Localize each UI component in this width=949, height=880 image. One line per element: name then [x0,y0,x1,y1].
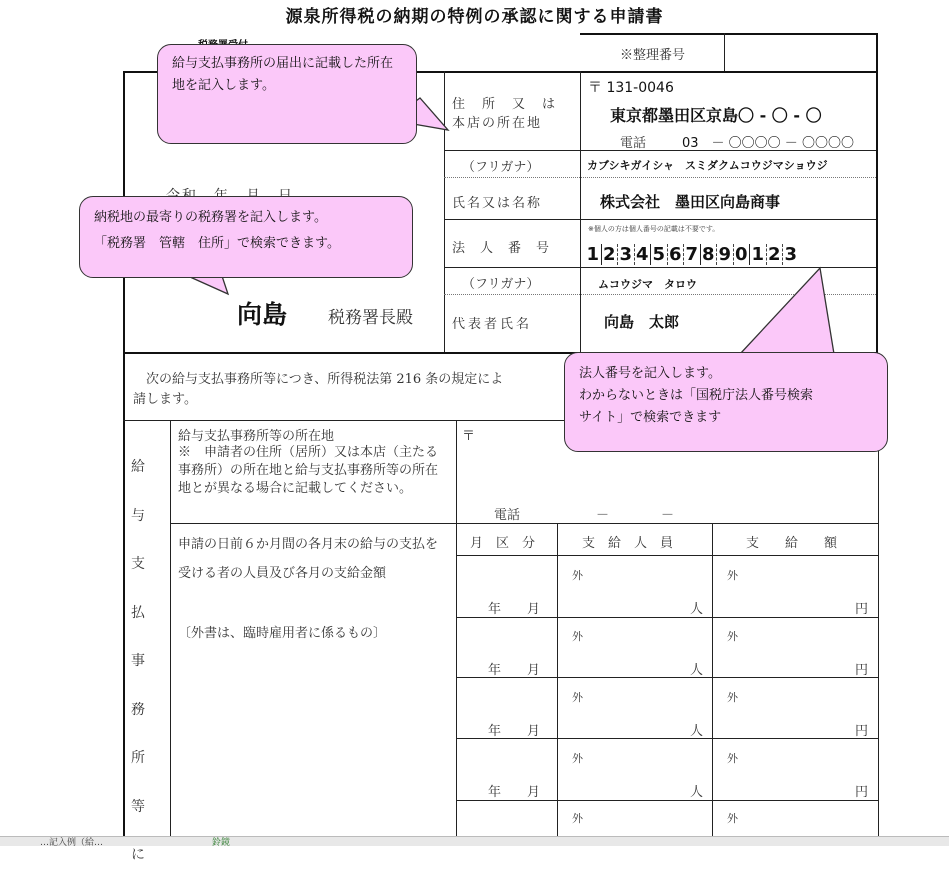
representative-label: 代表者氏名 [452,317,533,332]
digit: 0 [734,244,751,265]
people-outside: 外 [572,630,583,643]
digit: 2 [602,244,619,265]
amount-unit: 円 [855,663,869,678]
phone-value: 03 － 〇〇〇〇 － 〇〇〇〇 [682,136,854,151]
amount-outside: 外 [727,752,738,765]
people-outside: 外 [572,752,583,765]
people-unit: 人 [690,724,704,739]
row-month: 年 月 [488,724,541,739]
digit: 7 [684,244,701,265]
representative-name: 向島 太郎 [604,313,680,331]
row-month: 年 月 [488,602,541,617]
address-label: 住 所 又 は 本店の所在地 [452,97,558,131]
name-label: 氏名又は名称 [452,196,543,211]
col-month-header: 月 区 分 [470,536,536,551]
people-outside: 外 [572,569,583,582]
office-location-label: 給与支払事務所等の所在地 [178,429,335,444]
amount-unit: 円 [855,724,869,739]
people-outside: 外 [572,812,583,825]
digit: 2 [767,244,784,265]
digit: 8 [701,244,718,265]
digit: 4 [635,244,652,265]
document-title: 源泉所得税の納期の特例の承認に関する申請書 [285,7,664,27]
rep-furigana: ムコウジマ タロウ [598,278,697,291]
digit: 6 [668,244,685,265]
tax-office-suffix: 税務署長殿 [328,308,413,328]
people-unit: 人 [690,602,704,617]
corporate-number-note: ※個人の方は個人番号の記載は不要です。 [588,225,720,233]
office-phone-dashes: － － [596,508,675,523]
amount-unit: 円 [855,602,869,617]
digit: 5 [651,244,668,265]
request-text: 次の給与支払事務所等につき、所得税法第 216 条の規定によ [146,372,504,387]
tax-office-name: 向島 [237,300,288,329]
col-amount-header: 支 給 額 [746,536,838,551]
people-outside: 外 [572,691,583,704]
amount-outside: 外 [727,630,738,643]
digit: 1 [750,244,767,265]
postal-code: 〒 131-0046 [588,80,674,96]
row-month: 年 月 [488,663,541,678]
company-name: 株式会社 墨田区向島商事 [600,193,781,211]
callout-address: 給与支払事務所の届出に記載した所在地を記入します。 [157,44,417,144]
office-location-note: ※ 申請者の住所（居所）又は本店（主たる事務所）の所在地と給与支払事務所等の所在地とが異なる場合に記載してください。 [178,445,439,496]
phone-label: 電話 [620,136,647,151]
payroll-note: 〔外書は、臨時雇用者に係るもの〕 [178,626,387,641]
digit: 9 [717,244,734,265]
row-month: 年 月 [488,785,541,800]
people-unit: 人 [690,785,704,800]
rep-furigana-label: （フリガナ） [462,277,540,292]
amount-outside: 外 [727,569,738,582]
sheet-tab[interactable]: 鈴鏡 [212,838,231,848]
side-label: 給 与 支 払 事 務 所 等 に [131,459,145,863]
request-text-continued: 請します。 [133,392,197,407]
sheet-tab[interactable]: …記入例（給… [40,838,104,848]
col-people-header: 支 給 人 員 [582,536,674,551]
digit: 3 [784,244,798,265]
digit: 3 [618,244,635,265]
office-postal-mark: 〒 [462,429,476,444]
furigana-name: カブシキガイシャ スミダクムコウジマショウジ [587,159,828,172]
digit: 1 [585,244,602,265]
amount-unit: 円 [855,785,869,800]
furigana-label: （フリガナ） [462,160,540,175]
reference-number-label: ※整理番号 [620,48,686,63]
address-value: 東京都墨田区京島〇 - 〇 - 〇 [610,106,822,125]
amount-outside: 外 [727,812,738,825]
office-phone-label: 電話 [494,508,521,523]
corporate-number-label: 法 人 番 号 [452,241,551,256]
callout-tax-office: 納税地の最寄りの税務署を記入します。 「税務署 管轄 住所」で検索できます。 [79,196,413,278]
payroll-label: 申請の日前６か月間の各月末の給与の支払を受ける者の人員及び各月の支給金額 [178,537,439,581]
people-unit: 人 [690,663,704,678]
callout-corporate-number: 法人番号を記入します。 わからないときは「国税庁法人番号検索 サイト」で検索できます [564,352,888,452]
amount-outside: 外 [727,691,738,704]
